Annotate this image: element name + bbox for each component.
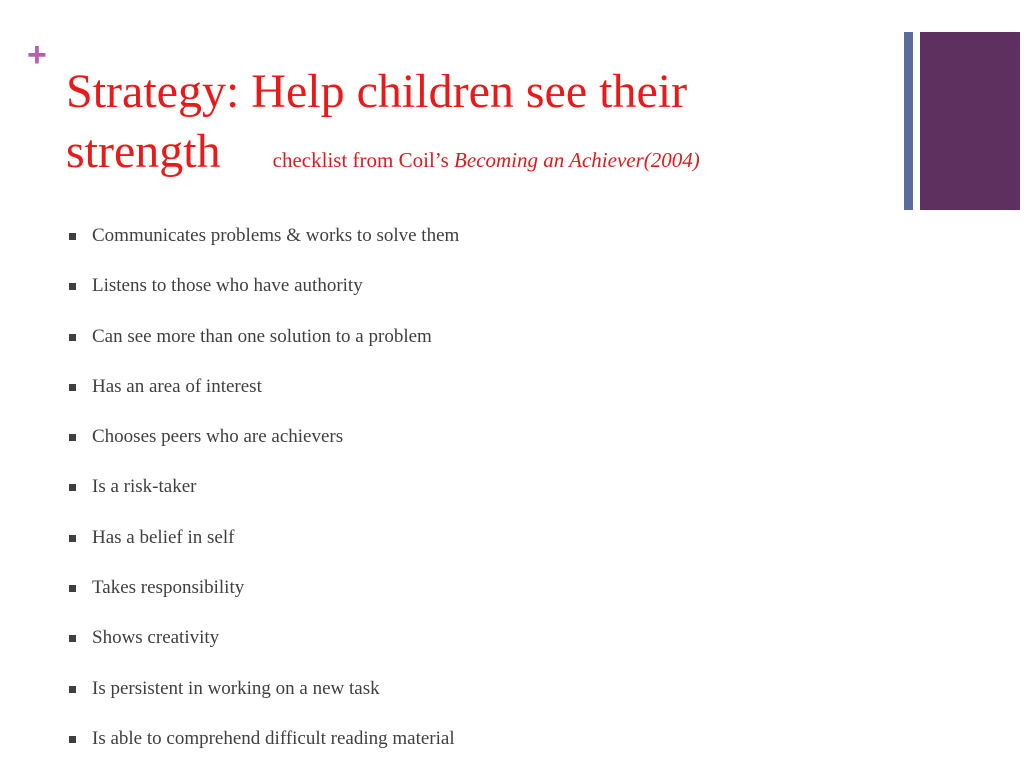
accent-bar-thick [920, 32, 1020, 210]
bullet-text: Shows creativity [92, 627, 220, 649]
bullet-list [68, 221, 459, 774]
title-line-2-row [66, 122, 896, 190]
bullet-square-icon [69, 434, 76, 441]
list-item [68, 472, 459, 522]
bullet-text: Has an area of interest [92, 375, 262, 397]
list-item [68, 372, 459, 422]
bullet-text: Is a risk-taker [92, 476, 197, 498]
list-item [68, 674, 459, 724]
bullet-square-icon [69, 334, 76, 341]
subtitle-book-title: Becoming an Achiever(2004) [454, 148, 700, 172]
list-item [68, 623, 459, 673]
title-line-1: Strategy: Help children see their [66, 65, 688, 118]
list-item [68, 322, 459, 372]
slide-title [66, 62, 896, 190]
bullet-text: Communicates problems & works to solve them [92, 225, 460, 246]
list-item [68, 221, 459, 271]
bullet-text: Has a belief in self [92, 526, 235, 548]
bullet-square-icon [69, 535, 76, 542]
bullet-text: Can see more than one solution to a problem [92, 325, 432, 347]
list-item [68, 573, 459, 623]
bullet-square-icon [69, 585, 76, 592]
bullet-text: Listens to those who have authority [92, 275, 363, 297]
accent-bar-thin [904, 32, 913, 210]
list-item [68, 523, 459, 573]
subtitle-prefix: checklist from Coil’s [272, 148, 455, 172]
bullet-square-icon [69, 484, 76, 491]
bullet-text: Is persistent in working on a new task [92, 677, 380, 699]
bullet-square-icon [69, 635, 76, 642]
list-item [68, 422, 459, 472]
bullet-square-icon [69, 233, 76, 240]
plus-icon: + [27, 36, 47, 74]
bullet-text: Chooses peers who are achievers [92, 426, 344, 448]
bullet-square-icon [69, 283, 76, 290]
list-item [68, 724, 459, 774]
bullet-square-icon [69, 686, 76, 693]
title-line-2: strength [66, 125, 221, 178]
slide-subtitle [273, 148, 700, 172]
list-item [68, 271, 459, 321]
bullet-text: Is able to comprehend difficult reading material [92, 727, 455, 749]
bullet-text: Takes responsibility [92, 577, 245, 599]
bullet-square-icon [69, 384, 76, 391]
bullet-square-icon [69, 736, 76, 743]
